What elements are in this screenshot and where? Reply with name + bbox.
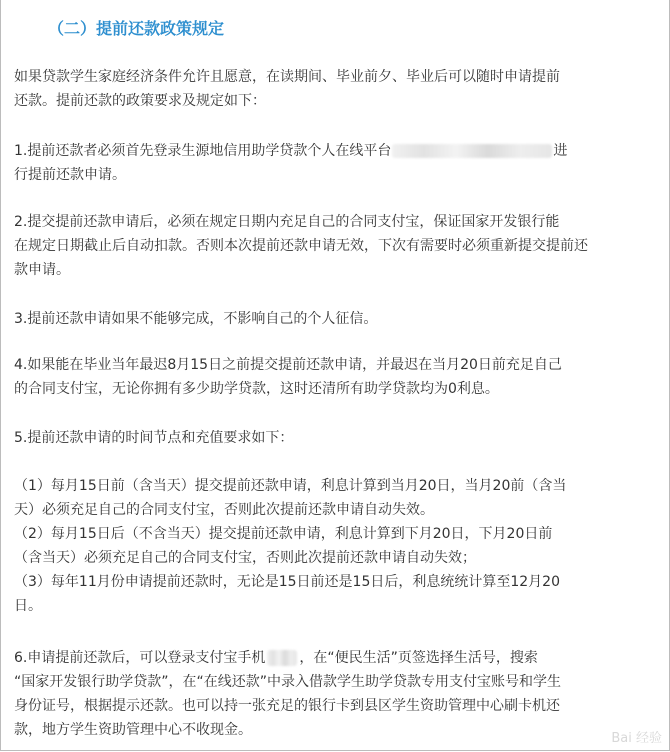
text-line: 3.提前还款申请如果不能够完成，不影响自己的个人征信。: [14, 311, 378, 327]
rule-1-text-end: 进: [553, 143, 568, 159]
rule-6-paragraph: [14, 646, 658, 742]
rule-6-text: 6.申请提前还款后，可以登录支付宝手机: [14, 650, 266, 666]
text-line: （3）每年11月份申请提前还款时，无论是15日前还是15日后，利息统统计算至12月20: [14, 574, 560, 590]
text-line: 在规定日期截止后自动扣款。否则本次提前还款申请无效，下次有需要时必须重新提交提前还: [14, 238, 588, 254]
text-line: 如果贷款学生家庭经济条件允许且愿意，在读期间、毕业前夕、毕业后可以随时申请提前: [14, 69, 560, 85]
rule-6-text-end: ，在“便民生活”页签选择生活号，搜索: [299, 650, 538, 666]
rule-2-paragraph: [14, 210, 658, 282]
intro-paragraph: [14, 65, 658, 113]
text-line: 4.如果能在毕业当年最迟8月15日之前提交提前还款申请，并最迟在当月20日前充足自己: [14, 357, 562, 373]
text-line: 行提前还款申请。: [14, 167, 126, 183]
text-line: [14, 139, 658, 163]
text-line: 5.提前还款申请的时间节点和充值要求如下：: [14, 430, 294, 446]
text-line: “国家开发银行助学贷款”，在“在线还款”中录入借款学生助学贷款专用支付宝账号和学生: [14, 674, 562, 690]
rule-4-paragraph: [14, 353, 658, 401]
text-line: [14, 450, 658, 474]
rule-1-text: 1.提前还款者必须首先登录生源地信用助学贷款个人在线平台: [14, 143, 392, 159]
watermark-logo: Bai 经验: [611, 731, 662, 746]
text-line: 2.提交提前还款申请后，必须在规定日期内充足自己的合同支付宝，保证国家开发银行能: [14, 214, 560, 230]
rule-5-paragraph: [14, 426, 658, 618]
text-line: （含当天）必须充足自己的合同支付宝，否则此次提前还款申请自动失效；: [14, 550, 476, 566]
rule-1-paragraph: [14, 139, 658, 187]
text-line: （1）每月15日前（含当天）提交提前还款申请，利息计算到当月20日，当月20前（含当: [14, 478, 567, 494]
text-line: （2）每月15日后（不含当天）提交提前还款申请，利息计算到下月20日，下月20日前: [14, 526, 553, 542]
text-line: [14, 646, 658, 670]
text-line: 日。: [14, 598, 42, 614]
rule-3-paragraph: [14, 307, 658, 331]
text-line: 的合同支付宝，无论你拥有多少助学贷款，这时还清所有助学贷款均为0利息。: [14, 381, 499, 397]
text-line: 天）必须充足自己的合同支付宝，否则此次提前还款申请自动失效。: [14, 502, 434, 518]
blurred-url: [392, 144, 552, 158]
text-line: 身份证号，根据提示还款。也可以持一张充足的银行卡到县区学生资助管理中心刷卡机还: [14, 698, 560, 714]
section-heading: （二）提前还款政策规定: [48, 19, 225, 38]
text-line: 款，地方学生资助管理中心不收现金。: [14, 722, 252, 738]
text-line: 还款。提前还款的政策要求及规定如下：: [14, 93, 266, 109]
text-line: 款申请。: [14, 262, 70, 278]
blurred-word: [267, 650, 297, 666]
